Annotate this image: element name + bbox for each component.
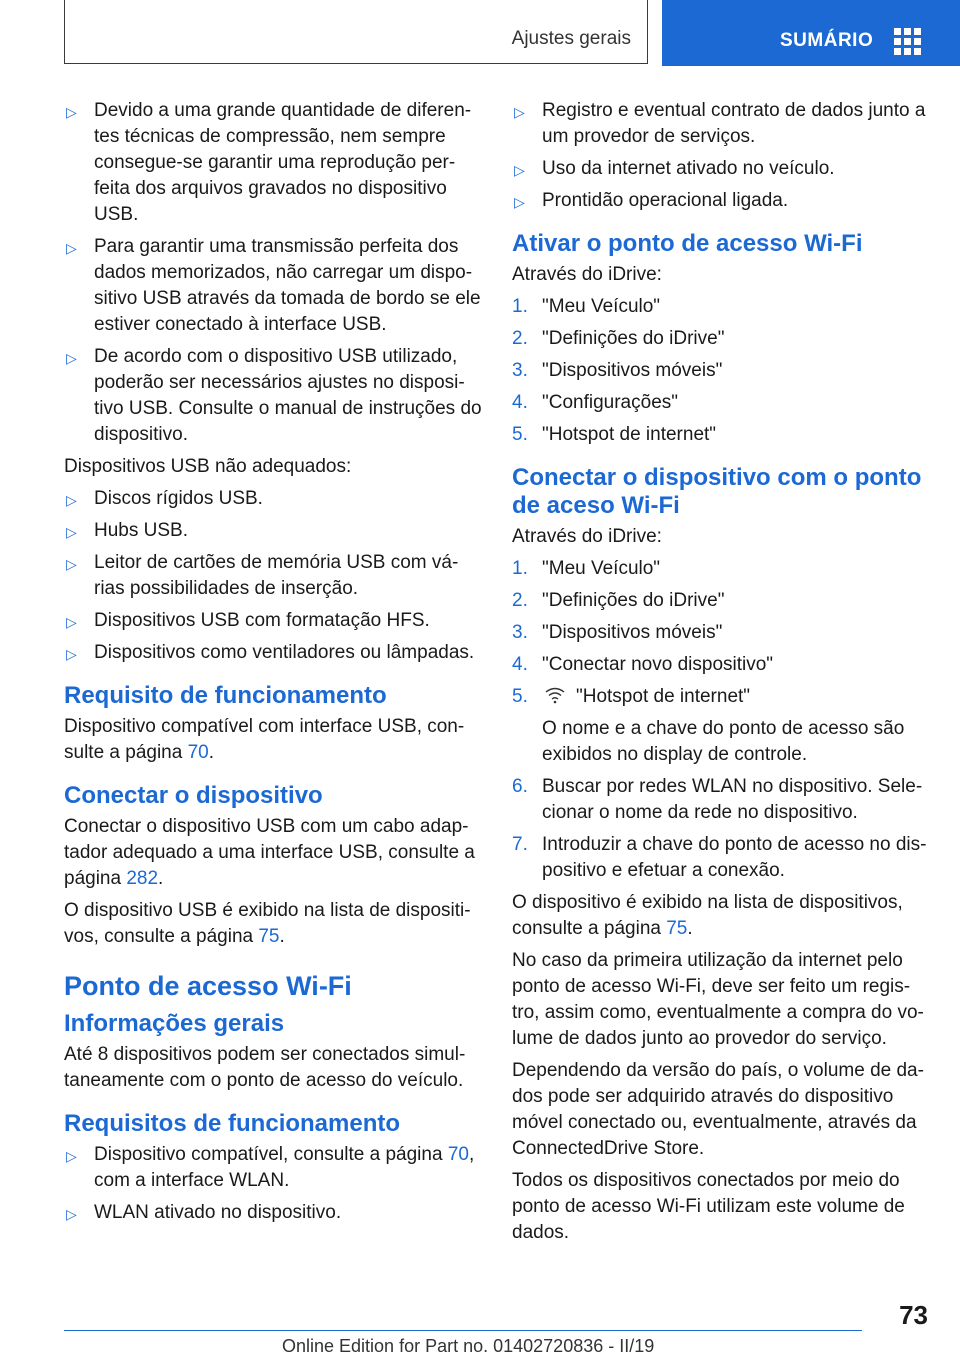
header-section-title: Ajustes gerais — [511, 28, 631, 49]
device-shown-text: O dispositivo é exibido na lista de dispositivos, consulte a página 75. — [512, 892, 903, 939]
list-item: 7. Introduzir a chave do ponto de acesso no dis‐ positivo e efetuar a conexão. — [512, 834, 927, 881]
triangle-bullet-icon: ▷ — [66, 104, 77, 120]
page-link[interactable]: 75 — [258, 926, 280, 947]
general-info-text: Até 8 dispositivos podem ser conectados simul‐ taneamente com o ponto de acesso do veículo. — [64, 1044, 466, 1091]
list-item: 2. "Definições do iDrive" — [512, 590, 725, 611]
triangle-bullet-icon: ▷ — [514, 162, 525, 178]
requirements-heading: Requisitos de funcionamento — [64, 1110, 401, 1137]
list-item: ▷ Leitor de cartões de memória USB com vá‐ rias possibilidades de inserção. — [66, 552, 459, 599]
data-volume-text: Dependendo da versão do país, o volume de da‐ dos pode ser adquirido através do dispositivo móvel conectado ou, eventualmente, através da ConnectedDrive Store. — [512, 1060, 924, 1159]
triangle-bullet-icon: ▷ — [66, 614, 77, 630]
page-link[interactable]: 70 — [447, 1144, 469, 1165]
summary-label: SUMÁRIO — [780, 30, 874, 51]
page-number: 73 — [899, 1300, 928, 1330]
general-info-heading: Informações gerais — [64, 1010, 285, 1037]
hotspot-heading: Ponto de acesso Wi-Fi — [64, 971, 352, 1001]
list-item: ▷ Hubs USB. — [64, 518, 482, 544]
via-idrive-text: Através do iDrive: — [512, 264, 662, 285]
requirement-text: Dispositivo compatível com interface USB, con‐ sulte a página 70. — [64, 716, 465, 763]
list-item: ▷ Prontidão operacional ligada. — [512, 188, 928, 214]
list-item: 4. "Configurações" — [512, 392, 679, 413]
first-use-text: No caso da primeira utilização da internet pelo ponto de acesso Wi-Fi, deve ser feito um regis‐ tro, assim como, eventualmente a compra do vo‐ lume de dados junto ao provedor do serviço. — [512, 950, 924, 1049]
triangle-bullet-icon: ▷ — [66, 1148, 77, 1164]
page-link[interactable]: 75 — [666, 918, 688, 939]
activate-hotspot-heading: Ativar o ponto de acesso Wi-Fi — [512, 230, 863, 257]
list-item: 5. "Hotspot de internet" O nome e a chave do ponto de acesso são exibidos no display de controle. — [512, 684, 928, 768]
grid-icon — [894, 28, 922, 56]
unsuitable-intro: Dispositivos USB não adequados: — [64, 456, 352, 477]
list-item: 5. "Hotspot de internet" — [512, 424, 717, 445]
shared-volume-text: Todos os dispositivos conectados por meio do ponto de acesso Wi-Fi utilizam este volume de dados. — [512, 1170, 905, 1243]
via-idrive-text: Através do iDrive: — [512, 526, 662, 547]
step-note: O nome e a chave do ponto de acesso são exibidos no display de controle. — [542, 718, 905, 765]
list-item: 2. "Definições do iDrive" — [512, 328, 725, 349]
list-item: 1. "Meu Veículo" — [512, 558, 661, 579]
summary-button[interactable] — [662, 0, 960, 66]
connect-hotspot-heading: Conectar o dispositivo com o ponto de aceso Wi-Fi — [512, 464, 922, 519]
right-column — [512, 98, 928, 1252]
triangle-bullet-icon: ▷ — [66, 1206, 77, 1222]
list-item: ▷ Registro e eventual contrato de dados junto a um provedor de serviços. — [514, 100, 926, 147]
list-item: ▷ WLAN ativado no dispositivo. — [64, 1200, 482, 1226]
triangle-bullet-icon: ▷ — [66, 350, 77, 366]
list-item: 3. "Dispositivos móveis" — [512, 360, 723, 381]
device-shown-text: O dispositivo USB é exibido na lista de dispositi‐ vos, consulte a página 75. — [64, 900, 471, 947]
list-item: ▷ Uso da internet ativado no veículo. — [512, 156, 928, 182]
wifi-icon — [544, 686, 566, 704]
list-item: ▷ De acordo com o dispositivo USB utilizado, poderão ser necessários ajustes no disposi‐ tivo USB. Consulte o manual de instruções do dispositivo. — [66, 346, 482, 445]
list-item: 4. "Conectar novo dispositivo" — [512, 654, 774, 675]
triangle-bullet-icon: ▷ — [66, 556, 77, 572]
triangle-bullet-icon: ▷ — [514, 104, 525, 120]
list-item: ▷ Dispositivos USB com formatação HFS. — [64, 608, 482, 634]
list-item: 3. "Dispositivos móveis" — [512, 622, 723, 643]
left-column — [64, 98, 482, 1232]
list-item: ▷ Dispositivos como ventiladores ou lâmpadas. — [64, 640, 482, 666]
page-link[interactable]: 70 — [187, 742, 209, 763]
triangle-bullet-icon: ▷ — [66, 524, 77, 540]
requirement-heading: Requisito de funcionamento — [64, 682, 387, 709]
header-section-box — [64, 0, 648, 64]
footer-divider — [64, 1330, 862, 1331]
list-item: 6. Buscar por redes WLAN no dispositivo. Sele‐ cionar o nome da rede no dispositivo. — [512, 776, 923, 823]
list-item: ▷ Discos rígidos USB. — [64, 486, 482, 512]
list-item: ▷ Devido a uma grande quantidade de diferen‐ tes técnicas de compressão, nem sempre consegue-se garantir uma reprodução per‐ feita dos arquivos gravados no dispositivo USB. — [66, 100, 472, 225]
triangle-bullet-icon: ▷ — [514, 194, 525, 210]
list-item: 1. "Meu Veículo" — [512, 296, 661, 317]
triangle-bullet-icon: ▷ — [66, 240, 77, 256]
page-link[interactable]: 282 — [126, 868, 159, 889]
list-item: ▷ Dispositivo compatível, consulte a página 70, com a interface WLAN. — [66, 1144, 475, 1191]
list-item: ▷ Para garantir uma transmissão perfeita dos dados memorizados, não carregar um dispo‐ sitivo USB através da tomada de bordo se ele estiver conectado à interface USB. — [66, 236, 481, 335]
edition-note: Online Edition for Part no. 01402720836 - II/19 — [282, 1336, 655, 1356]
triangle-bullet-icon: ▷ — [66, 646, 77, 662]
triangle-bullet-icon: ▷ — [66, 492, 77, 508]
connect-device-heading: Conectar o dispositivo — [64, 782, 323, 809]
connect-device-text: Conectar o dispositivo USB com um cabo adap‐ tador adequado a uma interface USB, consulte a página 282. — [64, 816, 475, 889]
